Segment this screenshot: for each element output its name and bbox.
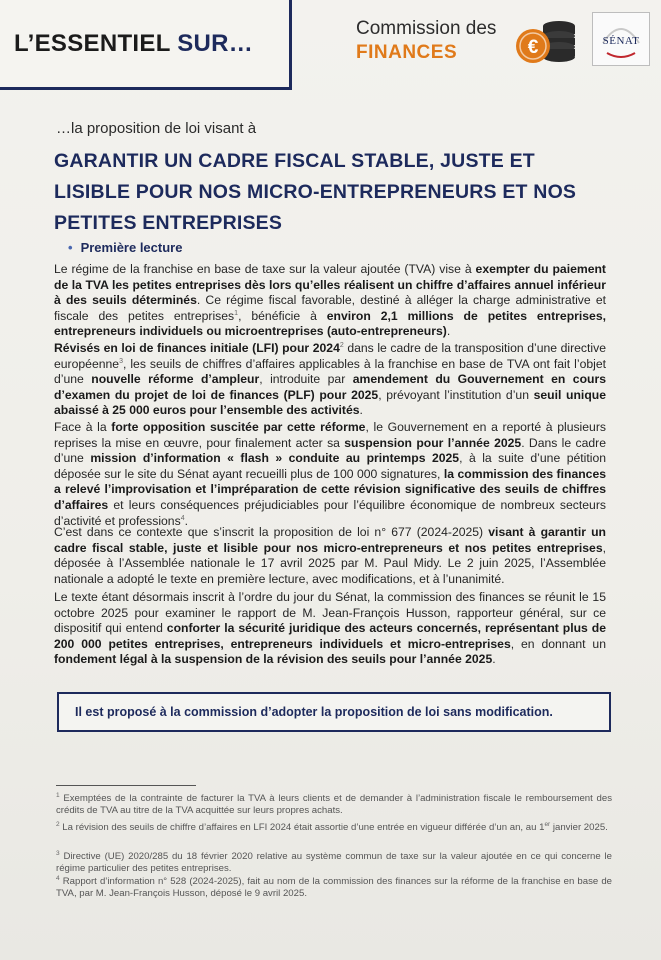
reading-stage: • Première lecture — [68, 240, 183, 255]
footnote-1: $^1$ Exemptées de la contrainte de facturer la TVA à leurs clients et de demander à l’administration fiscale le remboursement des crédits de TVA au titre de la TVA acquittée sur leurs propres achats. — [56, 791, 612, 817]
paragraph-1: Le régime de la franchise en base de taxe sur la valeur ajoutée (TVA) vise à exempter du paiement de la TVA les petites entreprises dès lors qu’elles réalisent un chiffre d’affaires annuel inférieur à des seuils déterminés. Ce régime fiscal favorable, destiné à alléger la charge administrative et fiscale des petites entreprises$^1$, bénéficie à environ 2,1 millions de petites entreprises, entrepreneurs individuels ou microentreprises (auto-entrepreneurs). — [54, 262, 606, 339]
header-title-box — [0, 0, 292, 90]
callout-text: Il est proposé à la commission d’adopter la proposition de loi sans modification. — [75, 705, 553, 719]
euro-coin-icon — [513, 14, 581, 70]
paragraph-2: Révisés en loi de finances initiale (LFI) pour 2024$^2$ dans le cadre de la transposition d’une directive européenne$^3$, les seuils de chiffres d’affaires applicables à la franchise en base de TVA ont fait l’objet d’une nouvelle réforme d’ampleur, introduite par amendement du Gouvernement en cours d’examen du projet de loi de finances (PLF) pour 2025, prévoyant l’institution d’un seuil unique abaissé à 25 000 euros pour l’ensemble des activités. — [54, 341, 606, 418]
intro-text: …la proposition de loi visant à — [56, 120, 257, 137]
paragraph-5: Le texte étant désormais inscrit à l’ordre du jour du Sénat, la commission des finances se réunit le 15 octobre 2025 pour examiner le rapport de M. Jean-François Husson, rapporteur général, sur ce dispositif qui entend conforter la sécurité juridique des acteurs concernés, représentant plus de 200 000 petites entreprises, entrepreneurs individuels et micro-entreprises, en donnant un fondement légal à la suspension de la révision des seuils pour l’année 2025. — [54, 590, 606, 667]
svg-text:€: € — [527, 37, 539, 58]
footnote-2: $^2$ La révision des seuils de chiffre d’affaires en LFI 2024 était assortie d’une entrée en vigueur différée d’un an, au 1er janvier 2025. — [56, 820, 608, 833]
brand-line2: FINANCES — [356, 42, 458, 63]
senat-label: SÉNAT — [602, 35, 640, 47]
bullet-icon: • — [68, 240, 73, 255]
footnote-4: $^4$ Rapport d’information n° 528 (2024-2025), fait au nom de la commission des finances sur la réforme de la franchise en base de TVA, par M. Jean-François Husson, déposé le 9 avril 2025. — [56, 874, 612, 900]
header-title: L’ESSENTIEL SUR… — [14, 30, 254, 57]
proposal-callout — [57, 692, 611, 732]
paragraph-3: Face à la forte opposition suscitée par cette réforme, le Gouvernement en a reporté à plusieurs reprises la mise en œuvre, pour finalement acter sa suspension pour l’année 2025. Dans le cadre d’une mission d’information « flash » conduite au printemps 2025, à la suite d’une pétition déposée sur le site du Sénat ayant recueilli plus de 100 000 signatures, la commission des finances a relevé l’improvisation et l’impréparation de cette révision significative des seuils de chiffres d’affaires et leurs conséquences préjudiciables pour l’équilibre économique de nombreux secteurs d’activité et professions$^4$. — [54, 420, 607, 528]
page-title: GARANTIR UN CADRE FISCAL STABLE, JUSTE ET LISIBLE POUR NOS MICRO-ENTREPRENEURS ET NOS PETITES ENTREPRISES — [54, 150, 577, 234]
footnote-divider — [56, 785, 196, 786]
senat-logo-icon — [592, 12, 650, 66]
brand-line1: Commission des — [356, 18, 497, 39]
paragraph-4: C’est dans ce contexte que s’inscrit la proposition de loi n° 677 (2024-2025) visant à garantir un cadre fiscal stable, juste et lisible pour nos micro-entrepreneurs et nos petites entreprises, déposée à l’Assemblée nationale le 17 avril 2025 par M. Paul Midy. Le 2 juin 2025, l’Assemblée nationale a adopté le texte en première lecture, avec modifications, et à l’unanimité. — [54, 525, 606, 586]
footnote-3: $^3$ Directive (UE) 2020/285 du 18 février 2020 relative au système commun de taxe sur la valeur ajoutée en ce qui concerne le régime particulier des petites entreprises. — [56, 849, 612, 875]
commission-brand — [356, 18, 496, 64]
